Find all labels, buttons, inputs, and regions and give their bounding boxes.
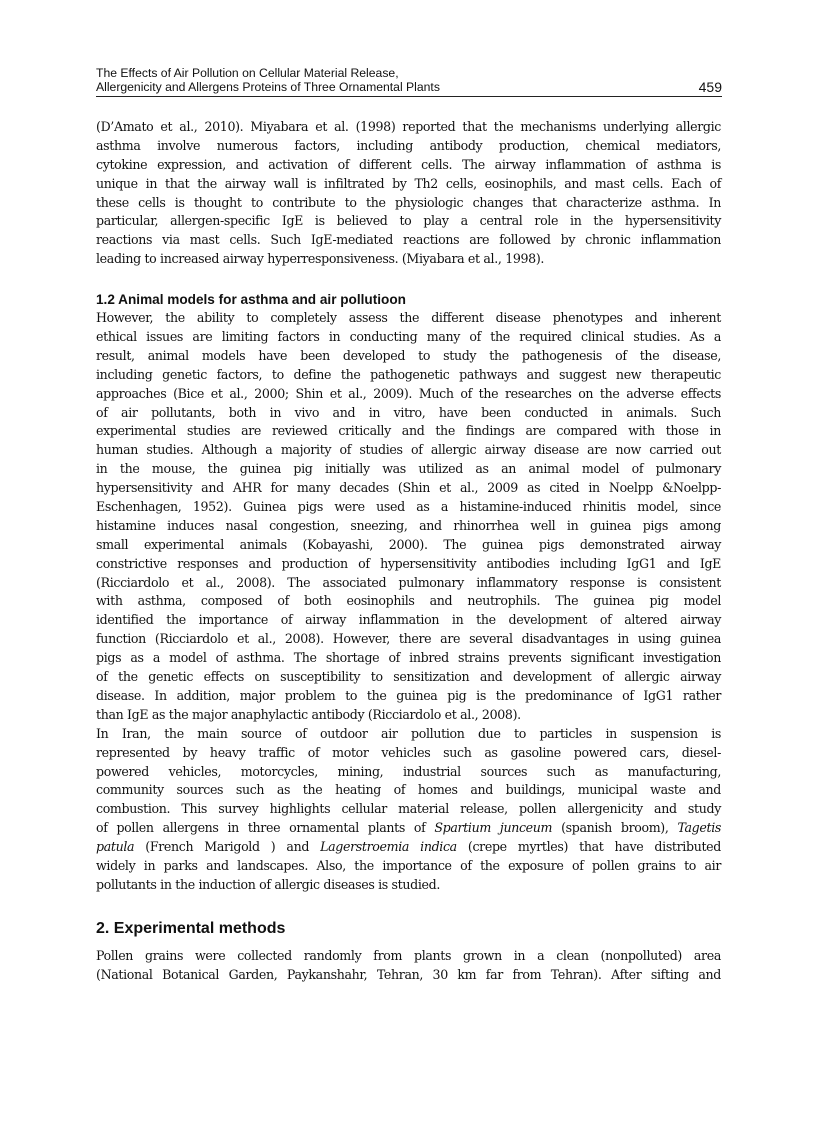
text-line: human studies. Although a majority of studies of allergic airway disease are now carried out [96,442,721,458]
text-line: including genetic factors, to define the pathogenetic pathways and suggest new therapeutic [96,366,721,382]
text-line: In Iran, the main source of outdoor air pollution due to particles in suspension is [96,725,721,741]
text-line: (National Botanical Garden, Paykanshahr, Tehran, 30 km far from Tehran). After sifting and [96,966,721,982]
text-line: function (Ricciardolo et al., 2008). However, there are several disadvantages in using guinea [96,631,721,647]
text-line [96,819,721,838]
paragraph [96,725,721,895]
paragraph [96,118,721,269]
text-segment: (French Marigold ) and [134,839,321,855]
text-line: widely in parks and landscapes. Also, the importance of the exposure of pollen grains to air [96,857,721,873]
text-line: result, animal models have been developed to study the pathogenesis of the disease, [96,347,721,363]
header-title-line-2: Allergenicity and Allergens Proteins of Three Ornamental Plants [96,80,440,94]
text-line: powered vehicles, motorcycles, mining, industrial sources such as manufacturing, [96,763,721,779]
text-line: these cells is thought to contribute to the physiologic changes that characterize asthma. In [96,194,721,210]
section-heading: 1.2 Animal models for asthma and air pollutioon [96,292,406,308]
text-segment: (crepe myrtles) that have distributed [456,839,721,855]
species-name: Tagetis [677,820,721,836]
text-line: leading to increased airway hyperresponsiveness. (Miyabara et al., 1998). [96,251,545,267]
text-line: pollutants in the induction of allergic diseases is studied. [96,876,440,892]
text-line: cytokine expression, and activation of different cells. The airway inflammation of asthma is [96,156,721,172]
text-line: ethical issues are limiting factors in conducting many of the required clinical studies. As a [96,329,721,345]
text-line: combustion. This survey highlights cellular material release, pollen allergenicity and study [96,801,721,817]
text-line: constrictive responses and production of hypersensitivity antibodies including IgG1 and IgE [96,555,721,571]
text-line: community sources such as the heating of homes and buildings, municipal waste and [96,782,721,798]
text-line: approaches (Bice et al., 2000; Shin et al., 2009). Much of the researches on the adverse effects [96,385,721,401]
text-line: pigs as a model of asthma. The shortage of inbred strains prevents significant investigation [96,650,721,666]
text-line: histamine induces nasal congestion, sneezing, and rhinorrhea well in guinea pigs among [96,517,721,533]
text-line: disease. In addition, major problem to the guinea pig is the predominance of IgG1 rather [96,687,721,703]
text-line: asthma involve numerous factors, including antibody production, chemical mediators, [96,137,721,153]
text-line: However, the ability to completely assess the different disease phenotypes and inherent [96,310,721,326]
text-line: reactions via mast cells. Such IgE-mediated reactions are followed by chronic inflammation [96,232,721,248]
text-line: (Ricciardolo et al., 2008). The associated pulmonary inflammatory response is consistent [96,574,721,590]
text-line: hypersensitivity and AHR for many decades (Shin et al., 2009 as cited in Noelpp &Noelpp- [96,480,721,496]
running-header [96,66,722,97]
document-body [96,118,721,985]
text-line: with asthma, composed of both eosinophils and neutrophils. The guinea pig model [96,593,721,609]
species-name: Spartium junceum [434,820,553,836]
text-line: (D’Amato et al., 2010). Miyabara et al. (1998) reported that the mechanisms underlying allergic [96,119,721,134]
species-name: Lagerstroemia indica [320,839,457,855]
text-line: small experimental animals (Kobayashi, 2000). The guinea pigs demonstrated airway [96,536,721,552]
text-segment: (spanish broom), [552,820,678,836]
paragraph [96,947,721,985]
page-number: 459 [698,79,722,95]
species-name: patula [96,839,135,855]
paragraph [96,309,721,725]
header-title-line-1: The Effects of Air Pollution on Cellular Material Release, [96,66,399,80]
text-line: Pollen grains were collected randomly from plants grown in a clean (nonpolluted) area [96,947,721,963]
text-segment: of pollen allergens in three ornamental plants of [96,820,435,836]
text-line: identified the importance of airway inflammation in the development of altered airway [96,612,721,628]
text-line: of the genetic effects on susceptibility to sensitization and development of allergic airway [96,669,721,685]
text-line: represented by heavy traffic of motor vehicles such as gasoline powered cars, diesel- [96,744,721,760]
text-line: Eschenhagen, 1952). Guinea pigs were used as a histamine-induced rhinitis model, since [96,499,721,515]
text-line: particular, allergen-specific IgE is believed to play a central role in the hypersensitivity [96,213,721,229]
text-line: than IgE as the major anaphylactic antibody (Ricciardolo et al., 2008). [96,706,521,722]
section-heading: 2. Experimental methods [96,919,286,937]
text-line: of air pollutants, both in vivo and in vitro, have been conducted in animals. Such [96,404,721,420]
text-line: experimental studies are reviewed critically and the findings are compared with those in [96,423,721,439]
text-line [96,838,721,857]
text-line: unique in that the airway wall is infiltrated by Th2 cells, eosinophils, and mast cells. Each of [96,175,721,191]
text-line: in the mouse, the guinea pig initially was utilized as an animal model of pulmonary [96,461,721,477]
